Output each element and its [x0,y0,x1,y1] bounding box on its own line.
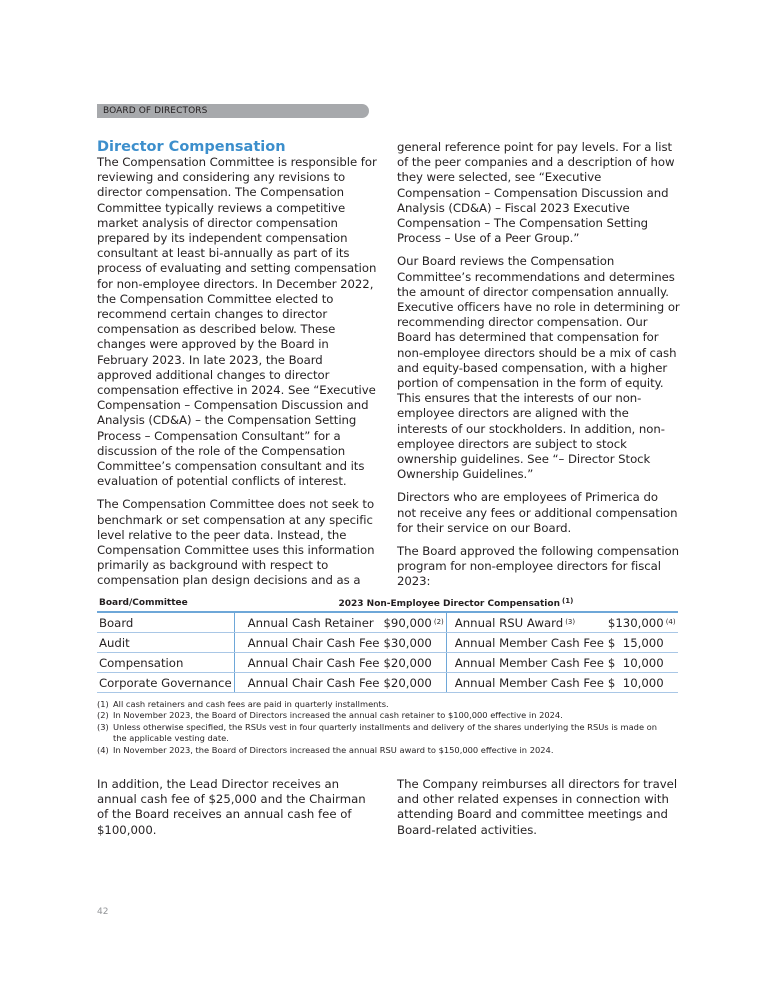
comp-amount: $ 10,000 [606,673,678,693]
paragraph: Directors who are employees of Primerica do not receive any fees or additional compensation for their service on our Board. [397,490,678,535]
footnotes [97,699,672,756]
committee-name: Corporate Governance [97,673,234,693]
paragraph: The Compensation Committee is responsible for reviewing and considering any revisions to director compensation. The Compensation Committee typically reviews a competitive market analysis of director compensation prepared by its independent compensation consultant at least bi-annually as part of its process of evaluating and setting compensation for non-employee directors. In December 2022, the Compensation Committee elected to recommend certain changes to director compensation as described below. These changes were approved by the Board in February 2023. In late 2023, the Board approved additional changes to director compensation effective in 2024. See “Executive Compensation – Compensation Discussion and Analysis (CD&A) – the Compensation Setting Process – Compensation Consultant” for a discussion of the role of the Compensation Committee’s compensation consultant and its evaluation of potential conflicts of interest. [97,155,377,489]
compensation-table [97,597,678,693]
footnote [97,699,672,710]
right-column [397,140,680,598]
committee-name: Board [97,612,234,633]
footnote-number: (3) [97,721,109,732]
column-header-board-committee: Board/Committee [97,597,234,612]
comp-item: Annual Member Cash Fee [446,653,606,673]
footnote-text: In November 2023, the Board of Directors increased the annual RSU award to $150,000 effective in 2024. [113,744,554,755]
committee-name: Compensation [97,653,234,673]
comp-item: Annual Cash Retainer [234,612,381,633]
column-header-compensation [234,597,677,612]
paragraph: The Compensation Committee does not seek to benchmark or set compensation at any specific level relative to the peer data. Instead, the Compensation Committee uses this information primarily as background with respect to compensation plan design decisions and as a [97,497,375,588]
paragraph: general reference point for pay levels. For a list of the peer companies and a description of how they were selected, see “Executive Compensation – Compensation Discussion and Analysis (CD&A) – Fiscal 2023 Executive Compensation – The Compensation Setting Process – Use of a Peer Group.” [397,140,675,246]
paragraph: Our Board reviews the Compensation Committee’s recommendations and determines the amount of director compensation annually. Executive officers have no role in determining or recommending director compensation. Our Board has determined that compensation for non-employee directors should be a mix of cash and equity-based compensation, with a higher portion of compensation in the form of equity. This ensures that the interests of our non-employee directors are aligned with the interests of our stockholders. In addition, non-employee directors are subject to stock ownership guidelines. See “– Director Stock Ownership Guidelines.” [397,254,680,482]
footnote [97,710,672,721]
amount-value: $130,000 [607,615,664,630]
footnote [97,745,672,756]
item-label: Annual RSU Award [454,615,564,630]
section-title: Director Compensation [97,139,286,155]
footnote-number: (2) [97,710,109,721]
footnote-ref: (3) [565,617,576,626]
footnote-text: In November 2023, the Board of Directors increased the annual cash retainer to $100,000 effective in 2024. [113,710,563,721]
footnote-text: Unless otherwise specified, the RSUs vest in four quarterly installments and delivery of the shares underlying the RSUs is made on the applicable vesting date. [113,721,658,744]
comp-amount: $ 10,000 [606,653,678,673]
table-row [97,653,678,673]
footnote-text: All cash retainers and cash fees are paid in quarterly installments. [113,699,389,709]
left-column [97,139,380,597]
comp-item: Annual Member Cash Fee [446,673,606,693]
footnote [97,722,672,745]
page-number: 42 [97,907,109,917]
footnote-ref: (1) [562,597,574,605]
comp-item: Annual Chair Cash Fee [234,673,381,693]
committee-name: Audit [97,633,234,653]
footnote-number: (1) [97,699,109,709]
comp-item: Annual Chair Cash Fee [234,653,381,673]
comp-amount: $30,000 [382,633,447,653]
comp-item [446,612,606,633]
reimbursement-paragraph: The Company reimburses all directors for travel and other related expenses in connection with attending Board and committee meetings and Board-related activities. [397,777,678,837]
comp-amount [382,612,447,633]
comp-amount [606,612,678,633]
table-row [97,633,678,653]
footnote-ref: (4) [665,617,676,626]
section-tab: BOARD OF DIRECTORS [97,104,369,118]
comp-amount: $20,000 [382,653,447,673]
footnote-number: (4) [97,744,109,755]
table-row [97,673,678,693]
comp-item: Annual Chair Cash Fee [234,633,381,653]
lead-director-paragraph: In addition, the Lead Director receives an annual cash fee of $25,000 and the Chairman of the Board receives an annual cash fee of $100,000. [97,777,366,837]
comp-amount: $ 15,000 [606,633,678,653]
comp-amount: $20,000 [382,673,447,693]
group-header-label: 2023 Non-Employee Director Compensation [338,599,560,609]
table-row [97,612,678,633]
comp-item: Annual Member Cash Fee [446,633,606,653]
table-header-row [97,597,678,612]
footnote-ref: (2) [433,617,444,626]
paragraph: The Board approved the following compensation program for non-employee directors for fiscal 2023: [397,544,679,589]
amount-value: $90,000 [383,615,432,630]
